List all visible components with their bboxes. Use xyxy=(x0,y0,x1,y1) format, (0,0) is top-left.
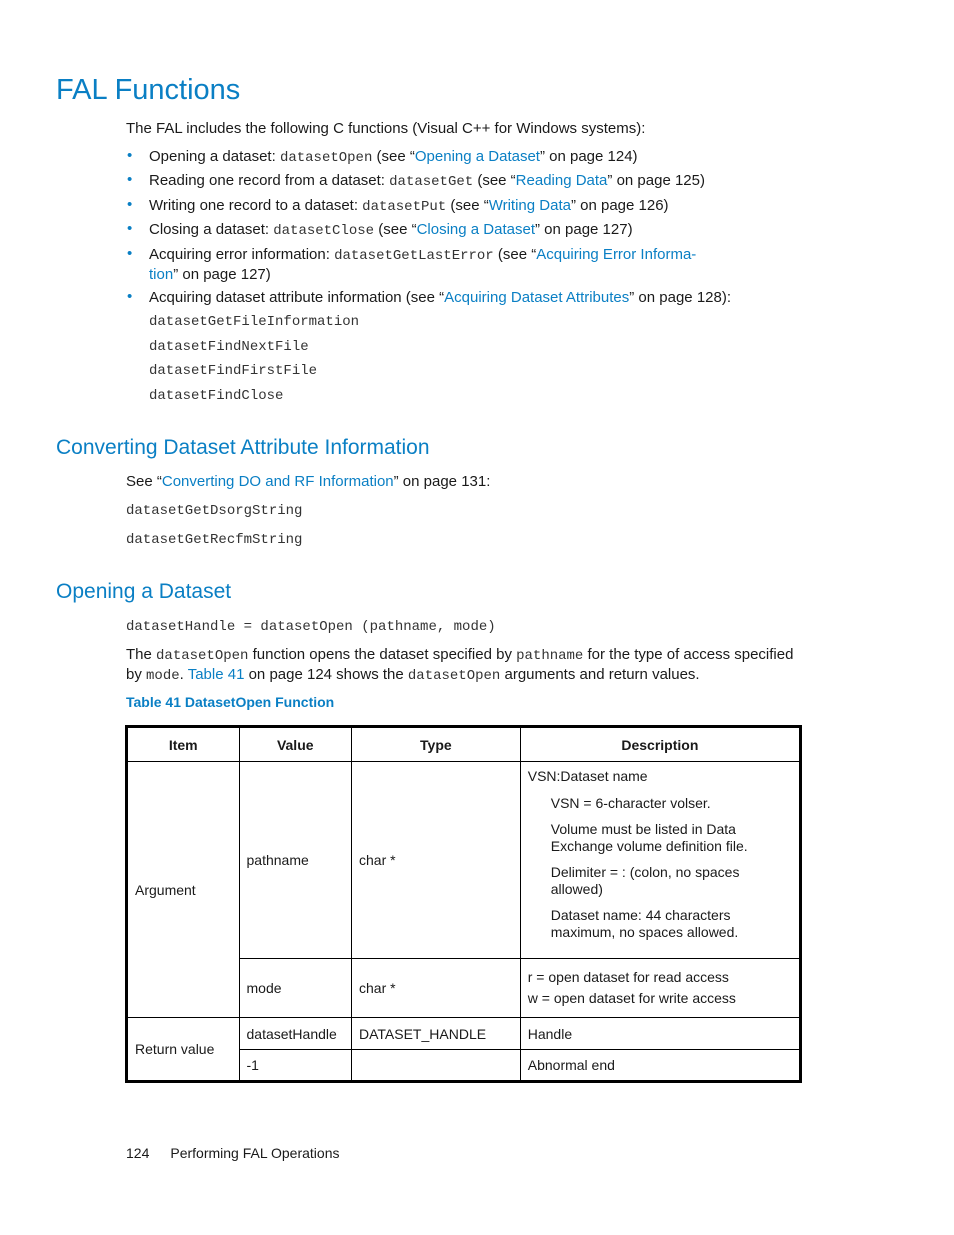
footer-chapter: Performing FAL Operations xyxy=(170,1145,340,1161)
table-caption: Table 41 DatasetOpen Function xyxy=(126,694,335,710)
page-number: 124 xyxy=(126,1145,150,1161)
code-line: datasetGetDsorgString xyxy=(126,503,303,519)
bullet-icon: • xyxy=(127,220,133,237)
bullet-icon: • xyxy=(127,245,133,262)
type-cell xyxy=(352,1050,521,1082)
bullet-icon: • xyxy=(127,171,133,188)
item-return-value: Return value xyxy=(127,1018,240,1082)
link-closing-a-dataset[interactable]: Closing a Dataset xyxy=(416,221,535,238)
value-cell: mode xyxy=(239,959,352,1018)
section-heading-opening: Opening a Dataset xyxy=(56,580,232,603)
description-cell: Abnormal end xyxy=(520,1050,800,1082)
link-converting-do-rf[interactable]: Converting DO and RF Information xyxy=(161,473,394,490)
code-line: datasetFindClose xyxy=(149,388,284,404)
column-header: Item xyxy=(127,727,240,762)
description-cell: r = open dataset for read access w = open dataset for write access xyxy=(520,959,800,1018)
datasetopen-table xyxy=(125,725,802,1083)
type-cell: char * xyxy=(352,959,521,1018)
table-header-row xyxy=(127,727,801,762)
type-cell: char * xyxy=(352,762,521,959)
page-footer xyxy=(126,1145,339,1161)
link-acquiring-error-information[interactable]: Acquiring Error Informa- xyxy=(536,246,697,263)
link-table-41[interactable]: Table 41 xyxy=(187,666,245,683)
see-reference: See “Converting DO and RF Information” on page 131: xyxy=(126,473,491,490)
paragraph-line-1: The datasetOpen function opens the dataset specified by pathname for the type of access specified xyxy=(126,646,794,664)
type-cell: DATASET_HANDLE xyxy=(352,1018,521,1050)
code-line: datasetFindNextFile xyxy=(149,339,309,355)
link-reading-data[interactable]: Reading Data xyxy=(515,172,608,189)
paragraph-line-2: by mode. Table 41 on page 124 shows the datasetOpen arguments and return values. xyxy=(126,666,700,684)
value-cell: datasetHandle xyxy=(239,1018,352,1050)
item-argument: Argument xyxy=(127,762,240,1018)
column-header: Type xyxy=(352,727,521,762)
code-line: datasetGetFileInformation xyxy=(149,314,360,330)
table-row xyxy=(127,1018,801,1050)
code-line: datasetFindFirstFile xyxy=(149,363,318,379)
bullet-icon: • xyxy=(127,147,133,164)
bullet-icon: • xyxy=(127,196,133,213)
bullet-icon: • xyxy=(127,288,133,305)
intro-text: The FAL includes the following C functions (Visual C++ for Windows systems): xyxy=(126,120,646,137)
table-row xyxy=(127,762,801,959)
value-cell: -1 xyxy=(239,1050,352,1082)
page-title: FAL Functions xyxy=(56,74,241,106)
column-header: Description xyxy=(520,727,800,762)
value-cell: pathname xyxy=(239,762,352,959)
code-line: datasetGetRecfmString xyxy=(126,532,303,548)
section-heading-converting: Converting Dataset Attribute Information xyxy=(56,436,430,459)
link-acquiring-error-information-cont[interactable]: tion xyxy=(149,266,174,283)
column-header: Value xyxy=(239,727,352,762)
link-writing-data[interactable]: Writing Data xyxy=(488,197,571,214)
link-acquiring-dataset-attributes[interactable]: Acquiring Dataset Attributes xyxy=(444,289,630,306)
description-cell: Handle xyxy=(520,1018,800,1050)
description-cell: VSN:Dataset name VSN = 6-character volser. Volume must be listed in Data Exchange volume definition file. Delimiter = : (colon, no spaces allowed) Dataset name: 44 characters maximum, no spaces allowed. xyxy=(520,762,800,959)
link-opening-a-dataset[interactable]: Opening a Dataset xyxy=(414,148,540,165)
function-signature: datasetHandle = datasetOpen (pathname, mode) xyxy=(126,619,496,635)
